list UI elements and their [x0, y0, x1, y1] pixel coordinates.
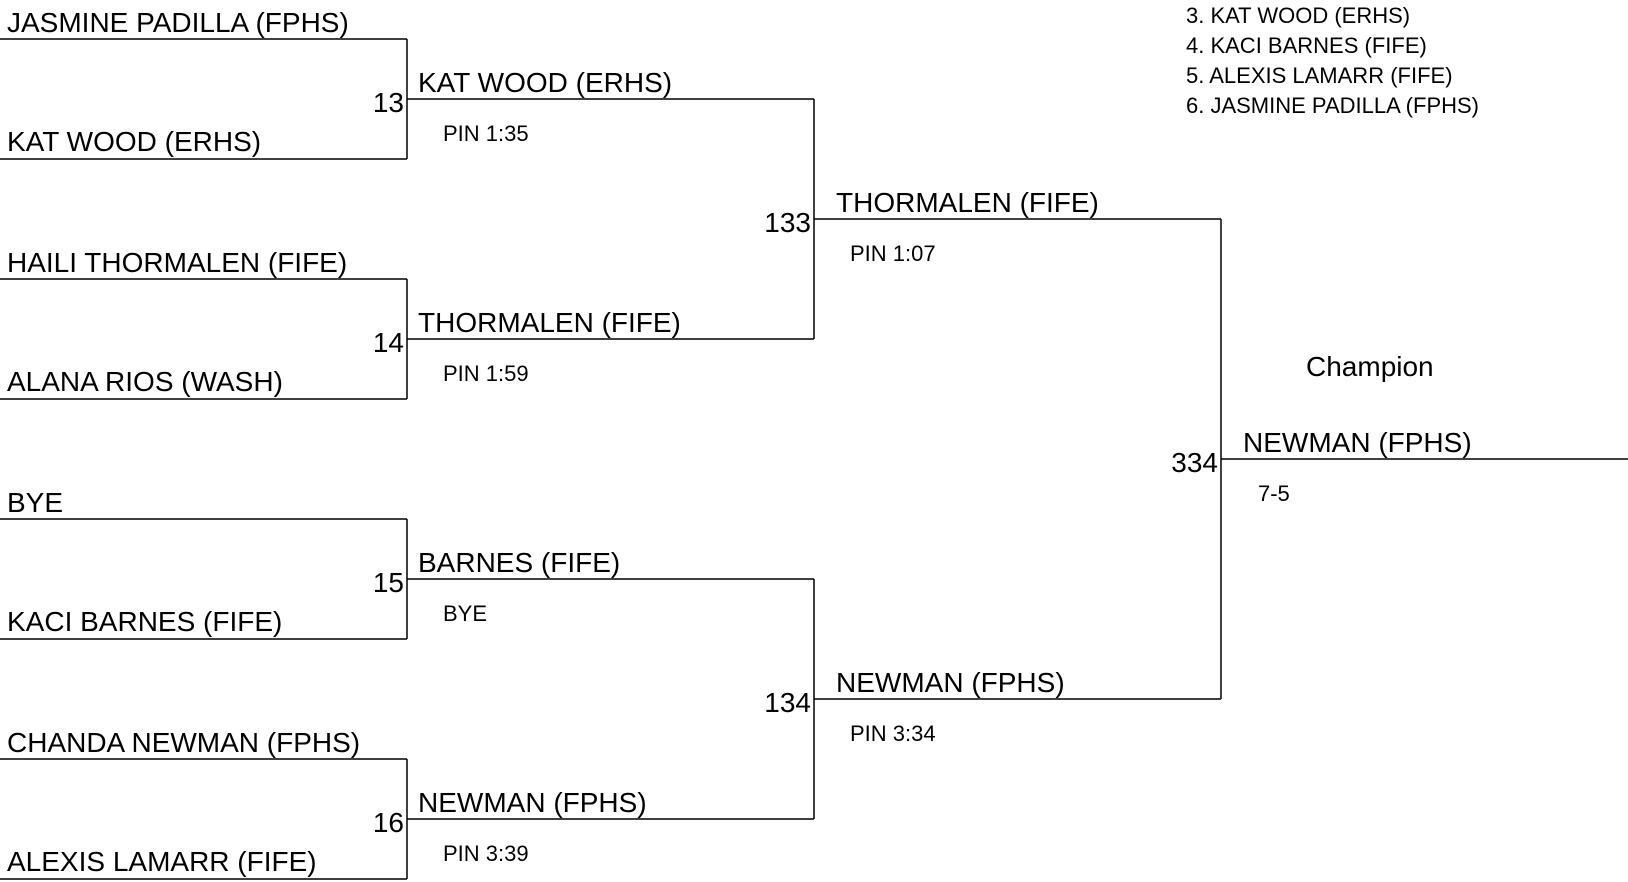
match-result: PIN 1:59 [443, 361, 529, 386]
winner-name: THORMALEN (FIFE) [418, 307, 681, 338]
bout-number: 14 [372, 327, 404, 358]
placement-item: 5. ALEXIS LAMARR (FIFE) [1186, 63, 1453, 88]
bout-number: 13 [372, 87, 404, 118]
entrant-name: ALEXIS LAMARR (FIFE) [7, 846, 317, 877]
champion-slot [1221, 351, 1628, 506]
champion-result: 7-5 [1258, 481, 1290, 506]
winner-name: THORMALEN (FIFE) [836, 187, 1099, 218]
round1-match-2 [0, 247, 407, 399]
entrant-name: ALANA RIOS (WASH) [7, 366, 283, 397]
bout-number: 16 [372, 807, 404, 838]
match-result: PIN 1:07 [850, 241, 936, 266]
placement-item: 3. KAT WOOD (ERHS) [1186, 3, 1411, 28]
bout-number: 15 [372, 567, 404, 598]
match-result: PIN 1:35 [443, 121, 529, 146]
winner-name: NEWMAN (FPHS) [418, 787, 647, 818]
entrant-name: KAT WOOD (ERHS) [7, 126, 262, 157]
round1-match-1 [0, 7, 407, 159]
round1-match-4 [0, 727, 407, 879]
round2-match-1 [407, 67, 814, 386]
entrant-name: KACI BARNES (FIFE) [7, 606, 283, 637]
placement-list [1186, 3, 1479, 118]
bout-number: 134 [764, 687, 811, 718]
bout-number: 334 [1171, 447, 1218, 478]
champion-name: NEWMAN (FPHS) [1243, 427, 1472, 458]
match-result: PIN 3:39 [443, 841, 529, 866]
placement-item: 4. KACI BARNES (FIFE) [1186, 33, 1427, 58]
winner-name: NEWMAN (FPHS) [836, 667, 1065, 698]
winner-name: KAT WOOD (ERHS) [418, 67, 673, 98]
round1-match-3 [0, 487, 407, 639]
entrant-name: BYE [7, 487, 64, 518]
final-match [814, 187, 1221, 746]
bout-number: 133 [764, 207, 811, 238]
placement-item: 6. JASMINE PADILLA (FPHS) [1186, 93, 1480, 118]
entrant-name: CHANDA NEWMAN (FPHS) [7, 727, 361, 758]
match-result: PIN 3:34 [850, 721, 936, 746]
champion-label: Champion [1306, 351, 1434, 382]
entrant-name: JASMINE PADILLA (FPHS) [7, 7, 349, 38]
winner-name: BARNES (FIFE) [418, 547, 621, 578]
round2-match-2 [407, 547, 814, 866]
entrant-name: HAILI THORMALEN (FIFE) [7, 247, 348, 278]
match-result: BYE [443, 601, 488, 626]
